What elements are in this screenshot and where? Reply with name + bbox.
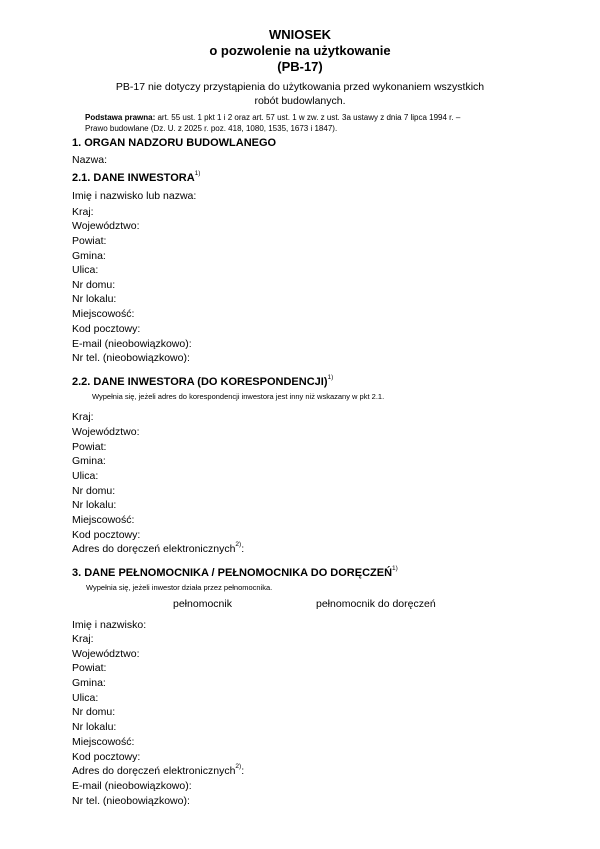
proxy-street-label: Ulica:: [72, 692, 99, 704]
correspondence-commune-label: Gmina:: [72, 455, 106, 467]
section-2-2-note: Wypełnia się, jeżeli adres do korespondencji inwestora jest inny niż wskazany w pkt 2.1.: [92, 392, 385, 401]
proxy-voivodeship-label: Województwo:: [72, 648, 140, 660]
legal-basis-label: Podstawa prawna:: [85, 113, 156, 122]
footnote-ref: 1): [392, 565, 398, 572]
investor-apartment-number-label: Nr lokalu:: [72, 293, 117, 305]
form-title: WNIOSEK: [268, 27, 332, 42]
investor-country-label: Kraj:: [72, 206, 94, 218]
section-2-1-heading: 2.1. DANE INWESTORA$^{1)}$: [72, 170, 201, 184]
form-title-subject: o pozwolenie na użytkowanie: [209, 43, 391, 58]
footnote-ref: 2): [235, 763, 242, 770]
correspondence-edelivery-label: Adres do doręczeń elektronicznych$^{2)}$:: [72, 541, 245, 555]
form-code: (PB-17): [277, 59, 323, 74]
proxy-city-label: Miejscowość:: [72, 736, 135, 748]
investor-house-number-label: Nr domu:: [72, 279, 116, 291]
footnote-ref: 2): [235, 541, 242, 548]
proxy-country-label: Kraj:: [72, 633, 94, 645]
footnote-ref: 1): [327, 374, 334, 381]
proxy-postal-code-label: Kod pocztowy:: [72, 751, 141, 763]
correspondence-postal-code-label: Kod pocztowy:: [72, 529, 141, 541]
legal-basis-line1: [85, 112, 515, 123]
section-1-heading: 1. ORGAN NADZORU BUDOWLANEGO: [72, 137, 277, 149]
proxy-edelivery-label: Adres do doręczeń elektronicznych$^{2)}$:: [72, 763, 245, 777]
investor-street-label: Ulica:: [72, 264, 99, 276]
investor-county-label: Powiat:: [72, 235, 107, 247]
section-3-note: Wypełnia się, jeżeli inwestor działa przez pełnomocnika.: [86, 583, 273, 592]
correspondence-apartment-number-label: Nr lokalu:: [72, 499, 117, 511]
correspondence-house-number-label: Nr domu:: [72, 485, 116, 497]
proxy-phone-label: Nr tel. (nieobowiązkowo):: [72, 795, 190, 807]
form-scope-note-line1: PB-17 nie dotyczy przystąpienia do użytkowania przed wykonaniem wszystkich: [115, 81, 485, 93]
proxy-commune-label: Gmina:: [72, 677, 106, 689]
investor-city-label: Miejscowość:: [72, 308, 135, 320]
correspondence-voivodeship-label: Województwo:: [72, 426, 140, 438]
correspondence-street-label: Ulica:: [72, 470, 99, 482]
investor-voivodeship-label: Województwo:: [72, 220, 140, 232]
column-header-delivery-proxy: pełnomocnik do doręczeń: [316, 598, 436, 610]
section-3-heading: 3. DANE PEŁNOMOCNIKA / PEŁNOMOCNIKA DO DORĘCZEŃ$^{1)}$: [72, 565, 398, 579]
authority-name-label: Nazwa:: [72, 154, 108, 166]
footnote-ref: 1): [194, 170, 201, 177]
proxy-email-label: E-mail (nieobowiązkowo):: [72, 780, 192, 792]
column-header-proxy: pełnomocnik: [173, 598, 232, 610]
proxy-county-label: Powiat:: [72, 662, 107, 674]
legal-basis-text: art. 55 ust. 1 pkt 1 i 2 oraz art. 57 ust. 1 w zw. z ust. 3a ustawy z dnia 7 lipca 1994 r. –: [155, 113, 461, 122]
correspondence-city-label: Miejscowość:: [72, 514, 135, 526]
investor-name-label: Imię i nazwisko lub nazwa:: [72, 190, 197, 202]
proxy-name-label: Imię i nazwisko:: [72, 619, 147, 631]
legal-basis-line2: Prawo budowlane (Dz. U. z 2025 r. poz. 418, 1080, 1535, 1673 i 1847).: [85, 124, 338, 133]
investor-phone-label: Nr tel. (nieobowiązkowo):: [72, 352, 190, 364]
investor-postal-code-label: Kod pocztowy:: [72, 323, 141, 335]
proxy-apartment-number-label: Nr lokalu:: [72, 721, 117, 733]
proxy-house-number-label: Nr domu:: [72, 706, 116, 718]
investor-email-label: E-mail (nieobowiązkowo):: [72, 338, 192, 350]
investor-commune-label: Gmina:: [72, 250, 106, 262]
section-2-2-heading: 2.2. DANE INWESTORA (DO KORESPONDENCJI)$^{1)}$: [72, 374, 334, 388]
form-scope-note-line2: robót budowlanych.: [254, 95, 346, 107]
correspondence-country-label: Kraj:: [72, 411, 94, 423]
correspondence-county-label: Powiat:: [72, 441, 107, 453]
